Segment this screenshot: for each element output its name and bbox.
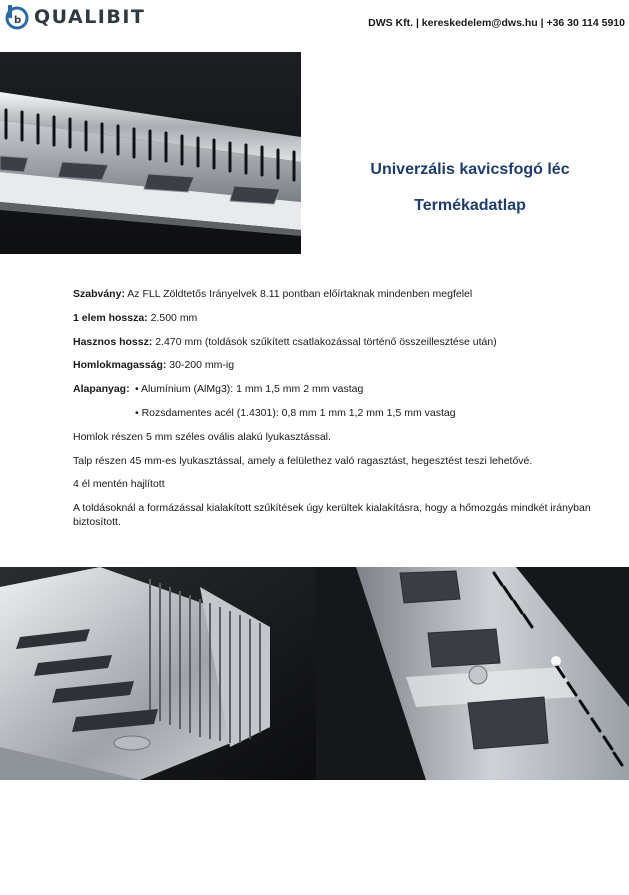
title-block [320, 152, 620, 224]
product-hero-image [0, 52, 301, 254]
spec-material-steel: • Rozsdamentes acél (1.4301): 0,8 mm 1 mm 1,2 mm 1,5 mm vastag [135, 406, 456, 419]
spec-standard-value: Az FLL Zöldtetős Irányelvek 8.11 pontban előírtaknak mindenben megfelel [124, 288, 473, 300]
specifications [73, 287, 603, 539]
spec-base-perforation: Talp részen 45 mm-es lyukasztással, amely a felülethez való ragasztást, hegesztést teszi lehetővé. [73, 454, 533, 467]
spec-material [73, 382, 603, 396]
contact-info: DWS Kft. | kereskedelem@dws.hu | +36 30 114 5910 [368, 17, 625, 29]
spec-edges: 4 él mentén hajlított [73, 478, 165, 491]
spec-height-value: 30-200 mm-ig [166, 359, 235, 372]
spec-length-value: 2.500 mm [147, 311, 198, 324]
product-photo-joint [316, 567, 629, 780]
brand-name: QUALIBIT [34, 6, 146, 28]
spec-joints: A toldásoknál a formázással kialakított szűkítések úgy kerültek kialakításra, hogy a hőmozgás mindkét irányban biztosított. [73, 502, 591, 529]
logo [4, 4, 145, 30]
spec-material-aluminium: • Alumínium (AlMg3): 1 mm 1,5 mm 2 mm vastag [135, 383, 364, 396]
spec-height-label: Homlokmagasság: [73, 359, 167, 372]
spec-useful-label: Hasznos hossz: [73, 335, 153, 348]
spec-standard-label: Szabvány: [73, 288, 125, 300]
spec-front-perforation: Homlok részen 5 mm széles ovális alakú lyukasztással. [73, 430, 331, 443]
spec-material-label: Alapanyag: [73, 383, 130, 396]
spec-length-label: 1 elem hossza: [73, 311, 148, 324]
spec-height [73, 358, 603, 372]
spec-standard [73, 287, 603, 301]
product-photo-angle [0, 567, 316, 780]
svg-text:b: b [14, 15, 22, 26]
spec-useful-value: 2.470 mm (toldások szűkített csatlakozással történő összeillesztése után) [152, 335, 497, 348]
product-title: Univerzális kavicsfogó léc [370, 161, 570, 178]
document-subtitle: Termékadatlap [414, 197, 526, 214]
qualibit-logo-icon [4, 4, 30, 30]
spec-length [73, 311, 603, 325]
spec-useful-length [73, 335, 603, 349]
